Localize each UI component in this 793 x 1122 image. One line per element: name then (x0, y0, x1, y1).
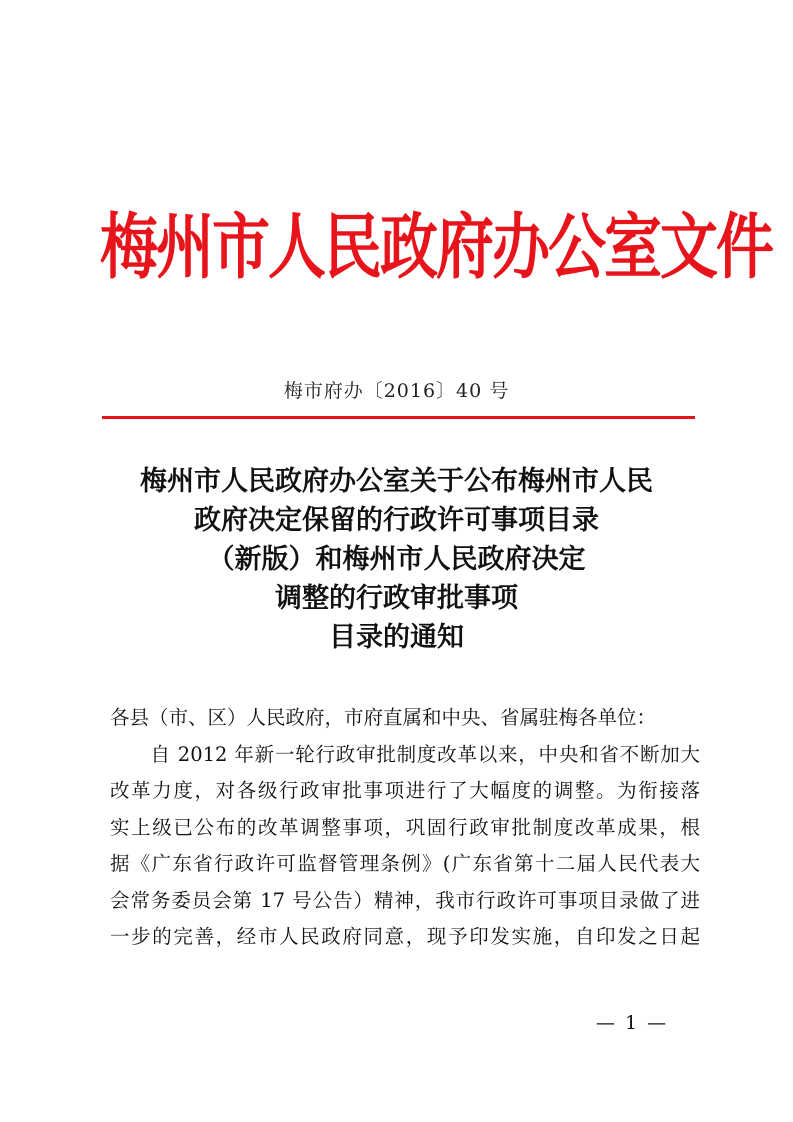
document-number: 梅市府办〔2016〕40 号 (283, 380, 510, 402)
paragraph-line: 实上级已公布的改革调整事项，巩固行政审批制度改革成果，根 (110, 815, 700, 839)
notice-title-line: 政府决定保留的行政许可事项目录 (194, 505, 599, 536)
page-number: — 1 — (596, 1012, 669, 1034)
red-divider-line (102, 416, 695, 419)
addressee: 各县（市、区）人民政府，市府直属和中央、省属驻梅各单位： (110, 706, 657, 729)
notice-title-line: 调整的行政审批事项 (275, 583, 518, 614)
notice-title-line: （新版）和梅州市人民政府决定 (207, 544, 586, 575)
paragraph-line: 改革力度，对各级行政审批事项进行了大幅度的调整。为衔接落 (110, 779, 700, 802)
paragraph-line: 据《广东省行政许可监督管理条例》(广东省第十二届人民代表大 (110, 852, 700, 875)
issuer-title: 梅州市人民政府办公室文件 (100, 205, 773, 289)
body-text (110, 700, 700, 956)
notice-title-line: 梅州市人民政府办公室关于公布梅州市人民 (140, 466, 653, 497)
paragraph-line: 自 2012 年新一轮行政审批制度改革以来，中央和省不断加大 (110, 742, 700, 766)
notice-title-line: 目录的通知 (329, 622, 464, 653)
notice-title (90, 462, 703, 657)
paragraph-line: 会常务委员会第 17 号公告）精神，我市行政许可事项目录做了进 (110, 888, 700, 912)
paragraph-line: 一步的完善，经市人民政府同意，现予印发实施，自印发之日起 (110, 925, 700, 948)
